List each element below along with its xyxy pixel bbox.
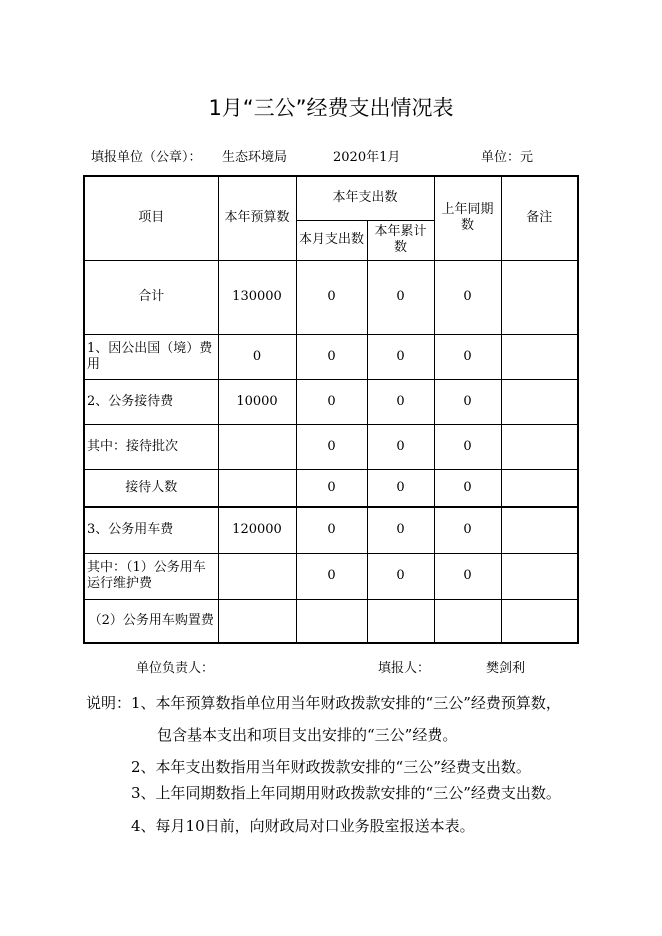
- cell-cumulative: 0: [367, 379, 434, 424]
- cell-last-year: 0: [434, 424, 501, 469]
- cell-item: 3、公务用车费: [84, 507, 218, 553]
- cell-last-year: 0: [434, 334, 501, 379]
- table-row: [84, 334, 578, 379]
- cell-budget: 0: [218, 334, 296, 379]
- cell-remark: [501, 334, 578, 379]
- note-line-1b: 包含基本支出和项目支出安排的“三公”经费。: [157, 726, 458, 744]
- cell-last-year: 0: [434, 507, 501, 553]
- cell-last-year: 0: [434, 260, 501, 334]
- cell-month: 0: [296, 334, 367, 379]
- cell-month: 0: [296, 507, 367, 553]
- cell-cumulative: 0: [367, 507, 434, 553]
- cell-budget: 130000: [218, 260, 296, 334]
- note-line-3: 3、上年同期数指上年同期用财政拨款安排的“三公”经费支出数。: [131, 784, 561, 802]
- unit-label: 填报单位（公章）：: [91, 150, 202, 165]
- cell-month: 0: [296, 553, 367, 599]
- cell-item: 其中：（1）公务用车运行维护费: [84, 553, 218, 599]
- cell-remark: [501, 469, 578, 507]
- cell-budget: [218, 553, 296, 599]
- cell-month: 0: [296, 469, 367, 507]
- cell-last-year: [434, 599, 501, 643]
- table-row: [84, 379, 578, 424]
- cell-month: [296, 599, 367, 643]
- header-cumulative: 本年累计数: [367, 220, 434, 260]
- cell-item: （2）公务用车购置费: [84, 599, 218, 643]
- expense-table: [83, 175, 579, 644]
- cell-remark: [501, 553, 578, 599]
- leader-label: 单位负责人：: [136, 661, 215, 676]
- cell-month: 0: [296, 260, 367, 334]
- cell-cumulative: [367, 599, 434, 643]
- cell-budget: [218, 424, 296, 469]
- note-line-1: 说明：1、本年预算数指单位用当年财政拨款安排的“三公”经费预算数，: [86, 694, 561, 712]
- header-last-year: 上年同期数: [434, 176, 501, 260]
- cell-budget: [218, 469, 296, 507]
- table-row: [84, 469, 578, 507]
- cell-budget: 10000: [218, 379, 296, 424]
- cell-item: 1、因公出国（境）费用: [84, 334, 218, 379]
- cell-cumulative: 0: [367, 469, 434, 507]
- table-row: [84, 507, 578, 553]
- cell-last-year: 0: [434, 379, 501, 424]
- cell-budget: 120000: [218, 507, 296, 553]
- report-period: 2020年1月: [333, 150, 401, 165]
- filler-label: 填报人：: [378, 661, 431, 676]
- cell-remark: [501, 507, 578, 553]
- currency-unit: 单位：元: [481, 150, 534, 165]
- note-line-2: 2、本年支出数指用当年财政拨款安排的“三公”经费支出数。: [131, 758, 531, 776]
- cell-remark: [501, 379, 578, 424]
- header-item: 项目: [84, 176, 218, 260]
- table-row: [84, 553, 578, 599]
- cell-item: 合计: [84, 260, 218, 334]
- header-month: 本月支出数: [296, 220, 367, 260]
- cell-last-year: 0: [434, 553, 501, 599]
- table-row: [84, 424, 578, 469]
- cell-remark: [501, 424, 578, 469]
- header-budget: 本年预算数: [218, 176, 296, 260]
- cell-remark: [501, 260, 578, 334]
- cell-item: 接待人数: [84, 469, 218, 507]
- cell-item: 2、公务接待费: [84, 379, 218, 424]
- page-title: 1月“三公”经费支出情况表: [208, 96, 454, 120]
- cell-month: 0: [296, 379, 367, 424]
- cell-cumulative: 0: [367, 334, 434, 379]
- cell-remark: [501, 599, 578, 643]
- cell-last-year: 0: [434, 469, 501, 507]
- header-spent-group: 本年支出数: [296, 176, 434, 220]
- note-line-4: 4、每月10日前，向财政局对口业务股室报送本表。: [131, 817, 475, 835]
- cell-budget: [218, 599, 296, 643]
- table-row: [84, 599, 578, 643]
- table-row: [84, 260, 578, 334]
- cell-cumulative: 0: [367, 553, 434, 599]
- cell-item: 其中：接待批次: [84, 424, 218, 469]
- cell-month: 0: [296, 424, 367, 469]
- cell-cumulative: 0: [367, 260, 434, 334]
- cell-cumulative: 0: [367, 424, 434, 469]
- unit-value: 生态环境局: [222, 150, 288, 165]
- header-remark: 备注: [501, 176, 578, 260]
- filler-name: 樊剑利: [486, 661, 526, 676]
